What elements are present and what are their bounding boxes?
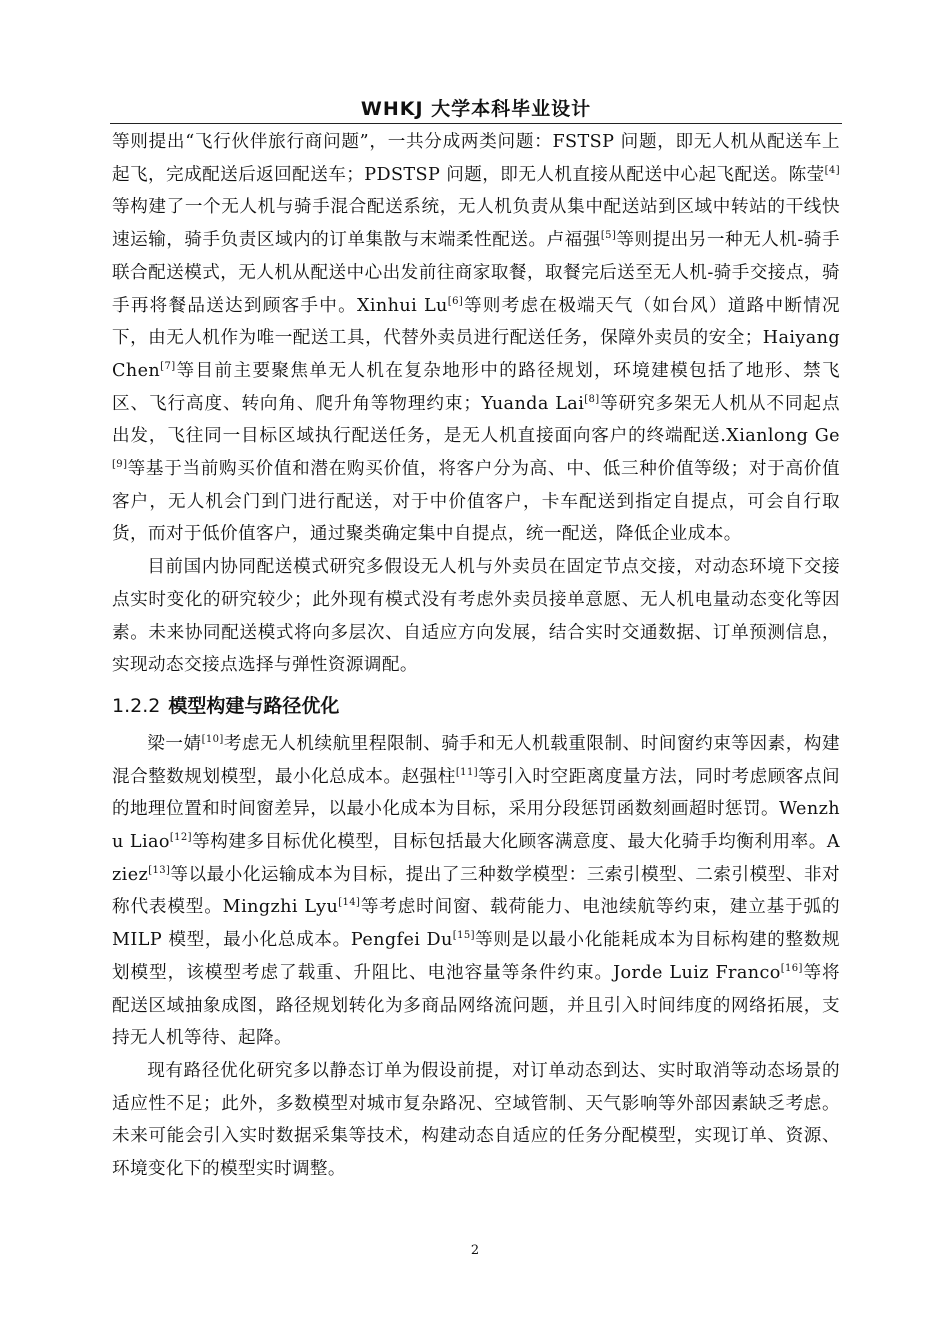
body-text [112, 126, 840, 1186]
header-rule [110, 123, 842, 124]
citation-marker: [14] [338, 897, 361, 909]
citation-marker: [4] [824, 164, 840, 176]
page-number: 2 [470, 1243, 480, 1258]
section-heading [112, 690, 840, 722]
running-header: WHKJ 大学本科毕业设计 [360, 98, 592, 120]
citation-marker: [10] [201, 733, 224, 745]
section-title: 模型构建与路径优化 [168, 694, 340, 717]
citation-marker: [11] [455, 766, 479, 778]
citation-marker: [9] [112, 459, 128, 471]
citation-marker: [15] [452, 930, 475, 942]
section-number: 1.2.2 [112, 694, 161, 717]
citation-marker: [13] [148, 864, 171, 876]
citation-marker: [7] [160, 360, 176, 372]
paragraph-group-section [112, 728, 840, 1186]
paragraph: 目前国内协同配送模式研究多假设无人机与外卖员在固定节点交接，对动态环境下交接点实时变化的研究较少；此外现有模式没有考虑外卖员接单意愿、无人机电量动态变化等因素。未来协同配送模式将向多层次、自适应方向发展，结合实时交通数据、订单预测信息，实现动态交接点选择与弹性资源调配。 [112, 557, 840, 676]
paragraph: 现有路径优化研究多以静态订单为假设前提，对订单动态到达、实时取消等动态场景的适应性不足；此外，多数模型对城市复杂路况、空域管制、天气影响等外部因素缺乏考虑。未来可能会引入实时数据采集等技术，构建动态自适应的任务分配模型，实现订单、资源、环境变化下的模型实时调整。 [112, 1060, 840, 1180]
citation-marker: [12] [169, 832, 192, 844]
citation-marker: [8] [584, 393, 600, 405]
paragraph: 梁一婧[10]考虑无人机续航里程限制、骑手和无人机载重限制、时间窗约束等因素，构建混合整数规划模型，最小化总成本。赵强柱[11]等引入时空距离度量方法，同时考虑顾客点间的地理位置和时间窗差异，以最小化成本为目标，采用分段惩罚函数刻画超时惩罚。Wenzhu Liao[12]等构建多目标优化模型，目标包括最大化顾客满意度、最大化骑手均衡利用率。Aziez[13]等以最小化运输成本为目标，提出了三种数学模型：三索引模型、二索引模型、非对称代表模型。Mingzhi Lyu[14]等考虑时间窗、载荷能力、电池续航等约束，建立基于弧的 MILP 模型，最小化总成本。Pengfei Du[15]等则是以最小化能耗成本为目标构建的整数规划模型，该模型考虑了载重、升阻比、电池容量等条件约束。Jorde Luiz Franco[16]等将配送区域抽象成图，路径规划转化为多商品网络流问题，并且引入时间纬度的网络拓展，支持无人机等待、起降。 [112, 733, 841, 1049]
citation-marker: [6] [447, 295, 464, 307]
citation-marker: [5] [600, 230, 617, 242]
paragraph: 等则提出“飞行伙伴旅行商问题”，一共分成两类问题：FSTSP 问题，即无人机从配送车上起飞，完成配送后返回配送车；PDSTSP 问题，即无人机直接从配送中心起飞配送。陈莹[4]等构建了一个无人机与骑手混合配送系统，无人机负责从集中配送站到区域中转站的干线快速运输，骑手负责区域内的订单集散与末端柔性配送。卢福强[5]等则提出另一种无人机-骑手联合配送模式，无人机从配送中心出发前往商家取餐，取餐完后送至无人机-骑手交接点，骑手再将餐品送达到顾客手中。Xinhui Lu[6]等则考虑在极端天气（如台风）道路中断情况下，由无人机作为唯一配送工具，代替外卖员进行配送任务，保障外卖员的安全；Haiyang Chen[7]等目前主要聚焦单无人机在复杂地形中的路径规划，环境建模包括了地形、禁飞区、飞行高度、转向角、爬升角等物理约束；Yuanda Lai[8]等研究多架无人机从不同起点出发，飞往同一目标区域执行配送任务，是无人机直接面向客户的终端配送.Xianlong Ge[9]等基于当前购买价值和潜在购买价值，将客户分为高、中、低三种价值等级；对于高价值客户，无人机会门到门进行配送，对于中价值客户，卡车配送到指定自提点，可会自行取货，而对于低价值客户，通过聚类确定集中自提点，统一配送，降低企业成本。 [112, 132, 841, 545]
paragraph-group-intro [112, 126, 840, 682]
citation-marker: [16] [780, 962, 803, 974]
